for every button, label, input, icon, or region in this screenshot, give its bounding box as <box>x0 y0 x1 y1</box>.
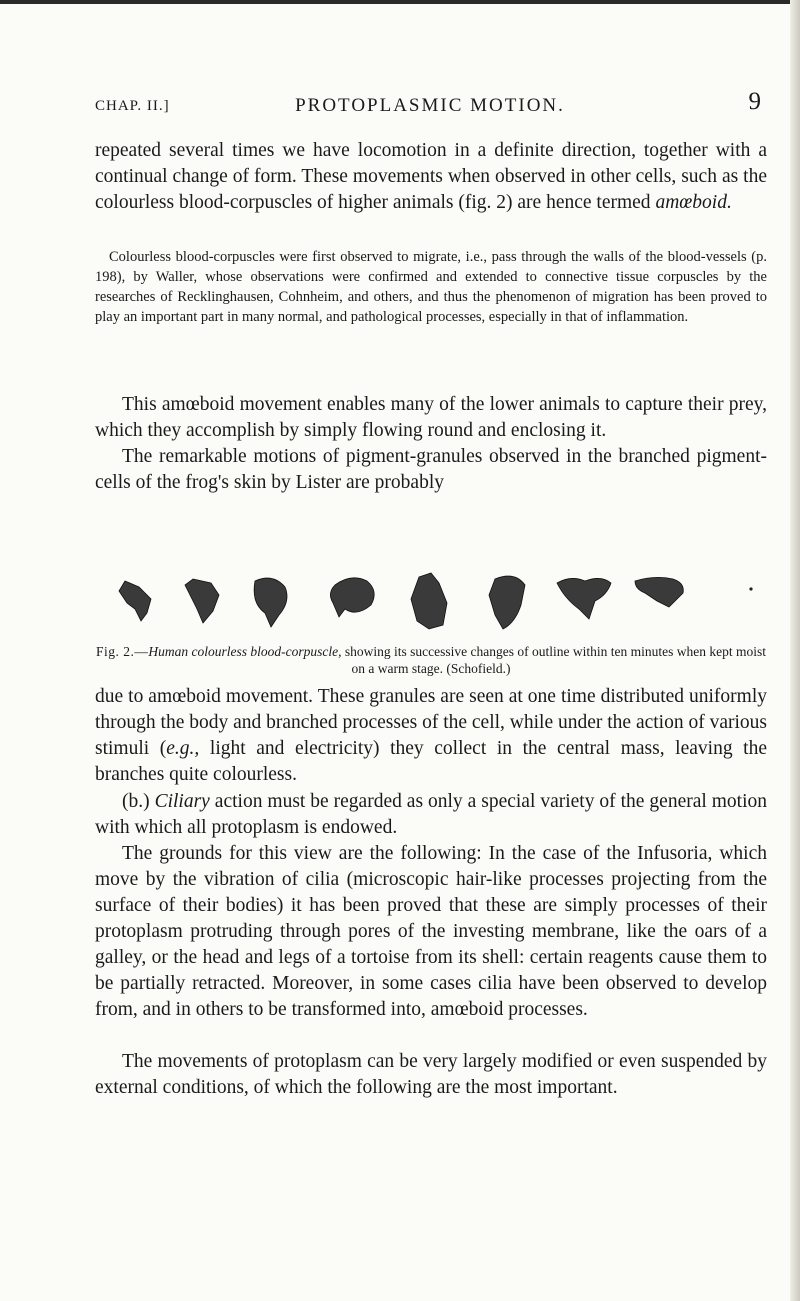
chapter-label: CHAP. II.] <box>95 98 170 114</box>
paragraph-capture-prey: This amœboid movement enables many of the lower animals to capture their prey, which they accomplish by simply flowing round and enclosing it. <box>95 394 767 441</box>
paragraph-group-prey <box>95 392 767 496</box>
paragraph-external-conditions: The movements of protoplasm can be very largely modified or even suspended by external conditions, of which the following are the most important. <box>95 1051 767 1098</box>
corpuscle-illustrations <box>95 569 767 635</box>
paragraph-pigment-granules: The remarkable motions of pigment-granules observed in the branched pigment-cells of the frog's skin by Lister are probably <box>95 446 767 493</box>
figure-caption <box>95 643 767 677</box>
figure-label: Fig. 2.— <box>96 644 149 659</box>
figure-title: Human colourless blood-corpuscle, <box>148 644 342 659</box>
paragraph-infusoria-grounds: The grounds for this view are the following: In the case of the Infusoria, which move by the vibration of cilia (microscopic hair-like processes projecting from the surface of their bodies) it has been proved that these are simply processes of their protoplasm protruding through pores of the investing membrane, like the oars of a galley, or the head and legs of a tortoise from its shell: certain reagents cause them to be partially retracted. Moreover, in some cases cilia have been observed to develop from, and in others to be transformed into, amœboid processes. <box>95 843 767 1020</box>
corpuscle-shape-2 <box>185 579 219 623</box>
figure-dot-mark <box>749 587 752 590</box>
figure-corpuscle-sequence <box>95 569 767 635</box>
paragraph-text: action must be regarded as only a special variety of the general motion with which all protoplasm is endowed. <box>95 791 767 838</box>
paragraph-ciliary-action <box>95 789 767 841</box>
corpuscle-shape-8 <box>635 577 683 607</box>
italic-term-ciliary: Ciliary <box>154 791 210 812</box>
figure-caption-text: showing its successive changes of outline within ten minutes when kept moist on a warm stage. (Schofield.) <box>341 644 766 676</box>
corpuscle-shape-4 <box>330 578 374 617</box>
page-right-edge <box>790 0 800 1301</box>
corpuscle-shape-6 <box>489 576 525 629</box>
small-print-note-migration: Colourless blood-corpuscles were first observed to migrate, i.e., pass through the walls of the blood-vessels (p. 198), by Waller, whose observations were confirmed and extended to connective tissue corpuscles by the researches of Recklinghausen, Cohnheim, and others, and thus the phenomenon of migration has been proved to play an important part in many normal, and pathological processes, especially in that of inflammation. <box>95 249 767 325</box>
page-top-edge <box>0 0 800 4</box>
page-number: 9 <box>748 88 761 115</box>
corpuscle-shape-3 <box>254 578 287 627</box>
corpuscle-shape-1 <box>119 581 151 621</box>
paragraph-text: due to amœboid movement. These granules are seen at one time distributed uniformly through the body and branched processes of the cell, while under the action of various stimuli ( <box>95 686 767 759</box>
paragraph-granules-distribution <box>95 684 767 788</box>
corpuscle-shape-7 <box>557 578 611 619</box>
corpuscle-shape-5 <box>411 573 447 629</box>
section-marker: (b.) <box>122 791 155 812</box>
italic-term-amoeboid: amœboid. <box>655 192 732 213</box>
paragraph-text: repeated several times we have locomotion in a definite direction, together with a continual change of form. These movements when observed in other cells, such as the colourless blood-corpuscles of higher animals (fig. 2) are hence termed <box>95 140 767 213</box>
paragraph-amoeboid-intro <box>95 138 767 216</box>
running-header <box>95 88 765 128</box>
running-title: PROTOPLASMIC MOTION. <box>295 95 565 116</box>
italic-eg: e.g., <box>166 738 200 759</box>
paragraph-text-tail: light and electricity) they collect in the central mass, leaving the branches quite colourless. <box>95 738 767 785</box>
